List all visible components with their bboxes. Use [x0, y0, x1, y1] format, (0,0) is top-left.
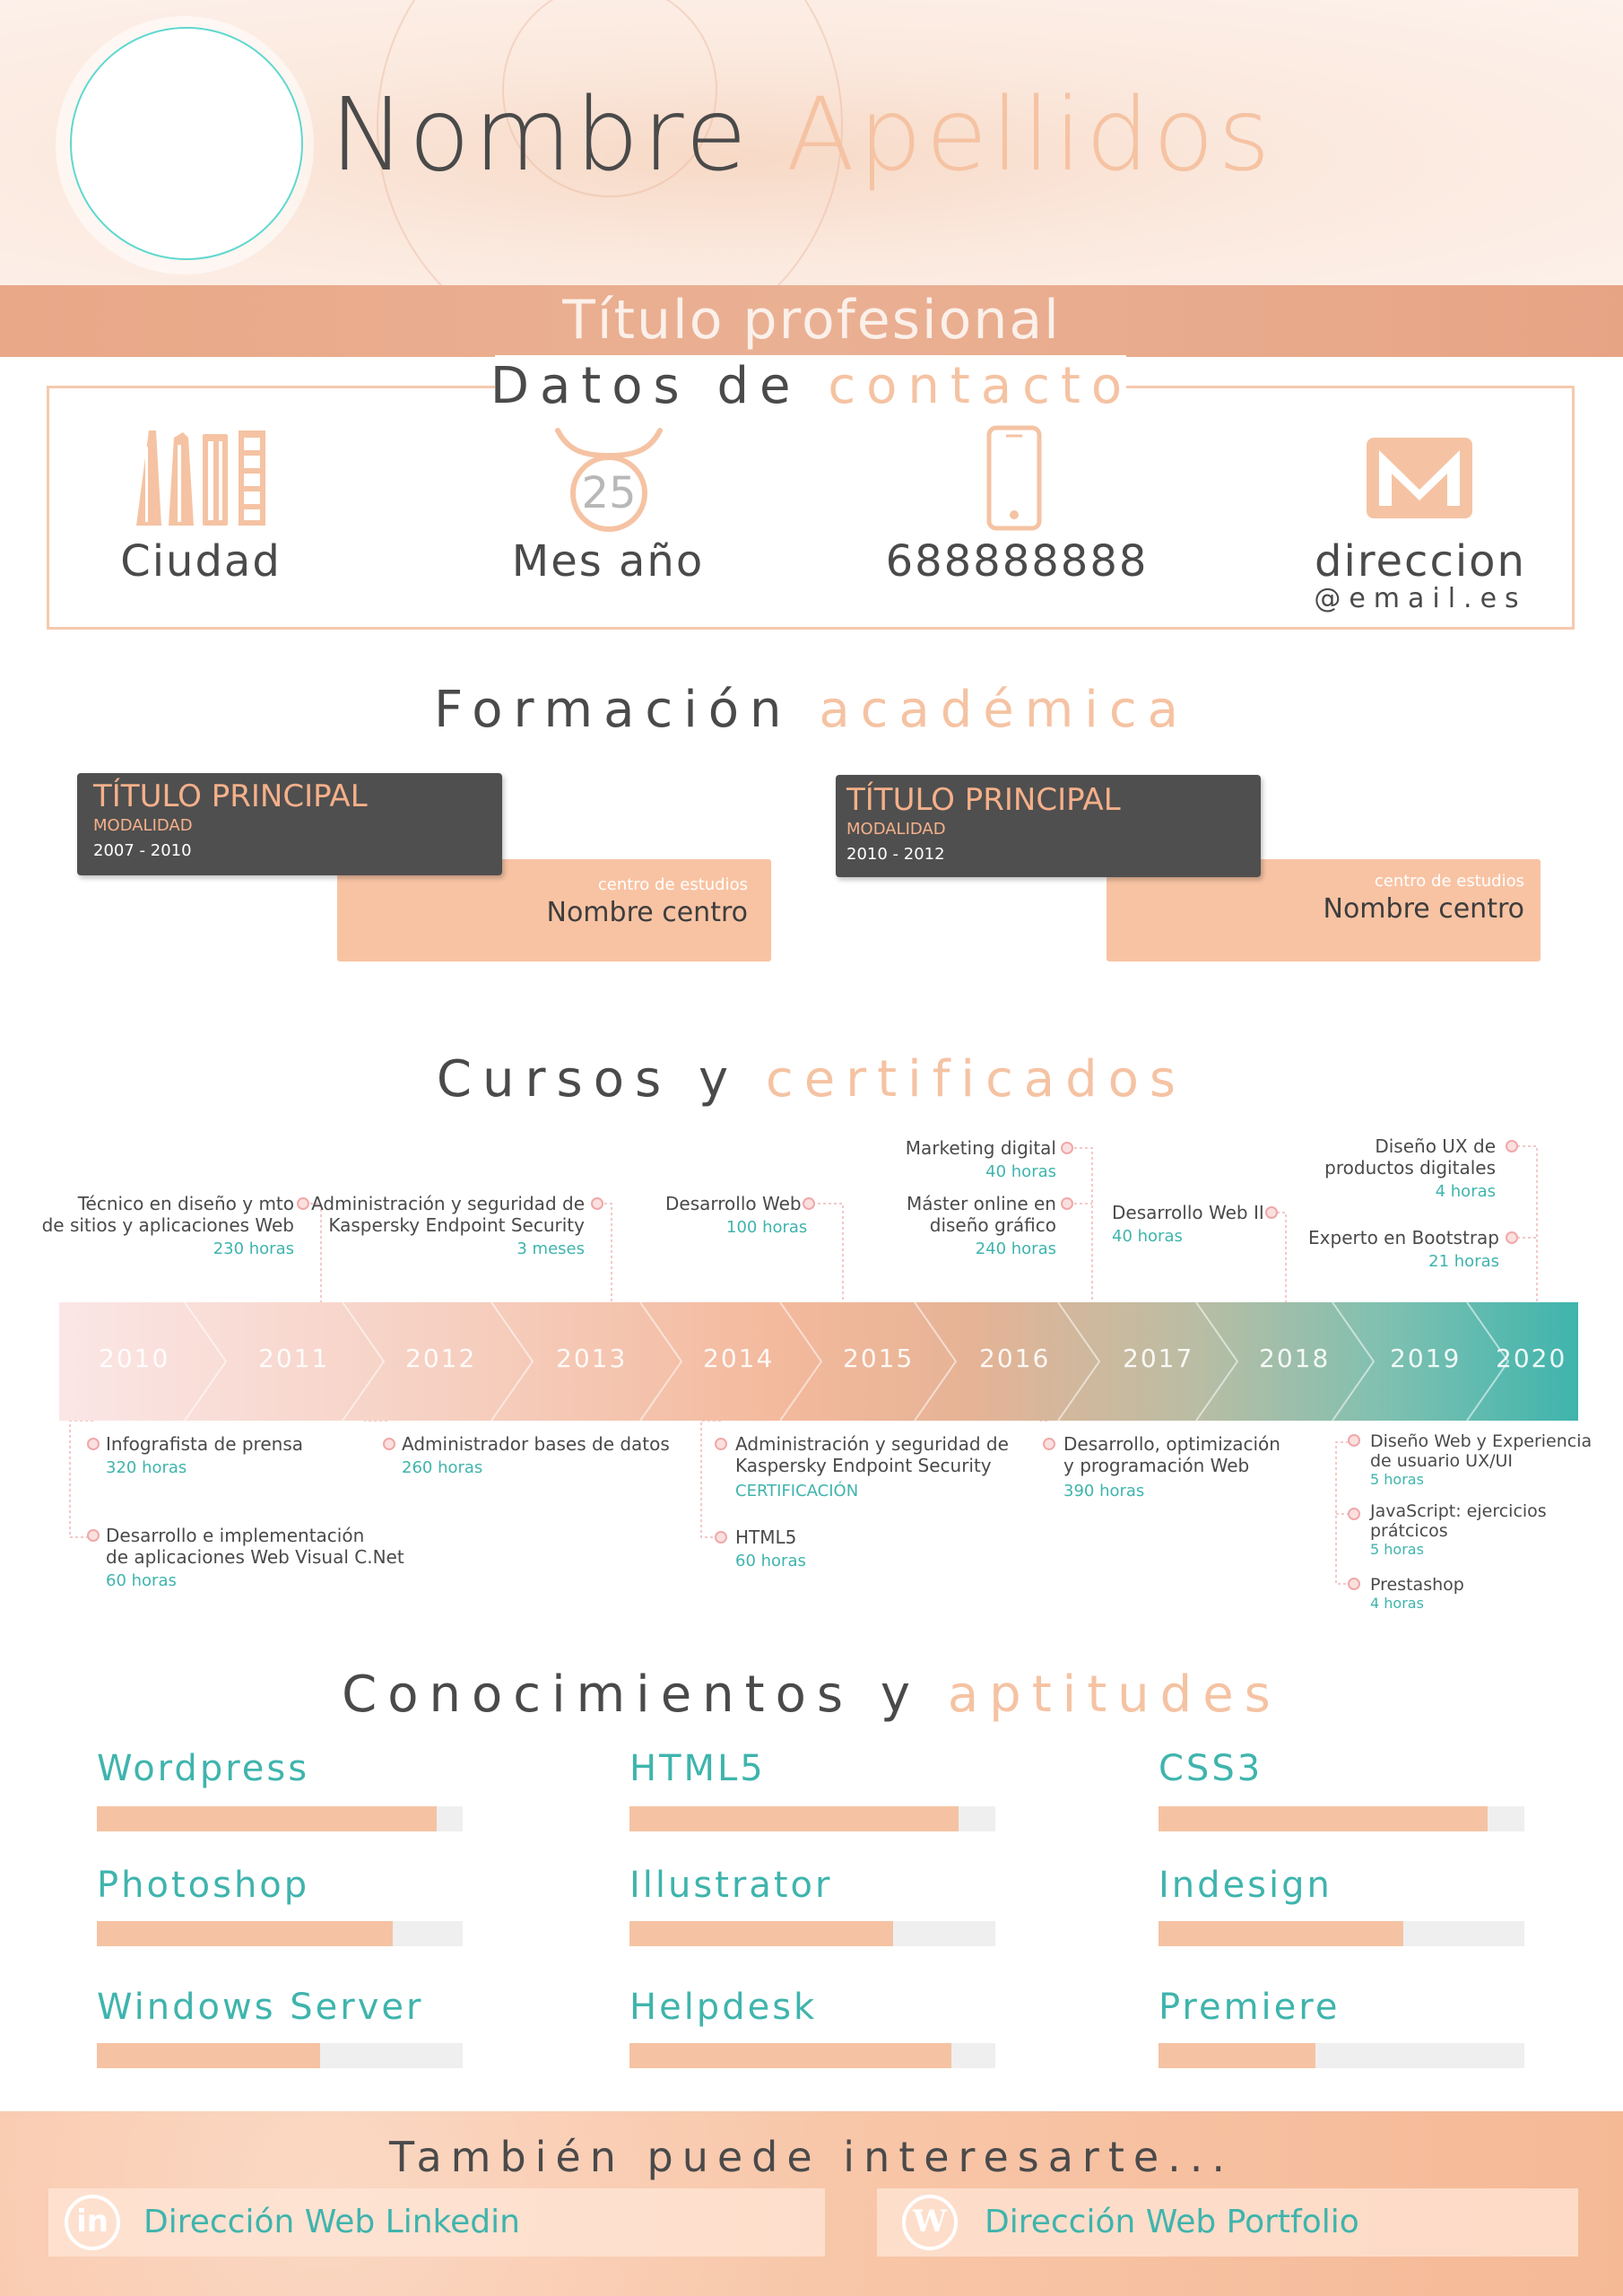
portfolio-link-text[interactable]: Dirección Web Portfolio	[985, 2204, 1359, 2240]
education-section-title	[0, 682, 1623, 739]
contact-birthday: Mes año	[511, 536, 705, 587]
course-below-1-hours: 320 horas	[106, 1458, 187, 1477]
skill-bar-track	[629, 1921, 995, 1946]
course-below-2	[106, 1525, 404, 1591]
skill-name: Indesign	[1159, 1865, 1332, 1906]
course-above-5-line1: Máster online en	[906, 1193, 1056, 1214]
course-below-5-hours: 60 horas	[735, 1552, 806, 1570]
education-1-years: 2007 - 2010	[93, 841, 192, 860]
year-2019: 2019	[1390, 1344, 1462, 1373]
contact-title-b: contacto	[828, 357, 1133, 415]
course-below-7-hours: 5 horas	[1370, 1471, 1424, 1488]
linkedin-link[interactable]	[48, 2188, 825, 2257]
year-2016: 2016	[979, 1344, 1051, 1373]
course-above-3-hours: 100 horas	[726, 1218, 808, 1237]
course-below-4-certification: CERTIFICACIÓN	[735, 1482, 859, 1500]
year-2017: 2017	[1123, 1344, 1194, 1373]
skills-section-title	[0, 1666, 1623, 1724]
contact-phone: 688888888	[885, 536, 1149, 587]
course-above-7-line1: Diseño UX de	[1375, 1135, 1496, 1157]
contact-email-domain: @email.es	[1314, 583, 1527, 614]
skill-bar-track	[1159, 2043, 1524, 2068]
course-above-7-line2: productos digitales	[1324, 1157, 1496, 1178]
course-below-5-line1: HTML5	[735, 1526, 797, 1548]
education-2-modality: MODALIDAD	[846, 820, 946, 839]
education-1-center-label: centro de estudios	[597, 875, 748, 894]
first-name: Nombre	[330, 77, 751, 194]
course-above-8-line1: Experto en Bootstrap	[1308, 1227, 1499, 1248]
course-below-4-line2: Kaspersky Endpoint Security	[735, 1455, 992, 1476]
skill-bar-fill	[97, 2043, 320, 2068]
course-above-8	[1291, 1227, 1499, 1272]
footer-title: También puede interesarte...	[388, 2133, 1235, 2181]
course-below-8	[1370, 1501, 1547, 1559]
courses-title-a: Cursos y	[436, 1050, 740, 1109]
smartphone-icon	[986, 425, 1042, 531]
skill-name: Wordpress	[97, 1748, 310, 1789]
course-above-7	[1291, 1135, 1496, 1202]
skill-name: Illustrator	[629, 1865, 833, 1906]
education-2-center-label: centro de estudios	[1374, 872, 1524, 891]
birthday-day: 25	[581, 468, 637, 518]
skill-bar-track	[97, 1921, 463, 1946]
year-2010: 2010	[99, 1344, 170, 1373]
skill-bar-track	[1159, 1806, 1524, 1831]
linkedin-icon-glyph: in	[76, 2204, 108, 2239]
course-below-6-hours: 390 horas	[1063, 1482, 1145, 1500]
course-below-2-line1: Desarrollo e implementación	[106, 1525, 365, 1546]
skill-bar-fill	[1159, 1806, 1488, 1831]
year-2013: 2013	[556, 1344, 628, 1373]
skill-bar-fill	[629, 1921, 893, 1946]
skill-bar-track	[1159, 1921, 1524, 1946]
skill-name: Premiere	[1159, 1987, 1341, 2028]
course-above-6	[1112, 1202, 1264, 1247]
skill-name: CSS3	[1159, 1748, 1263, 1789]
education-2-center: Nombre centro	[1323, 893, 1524, 925]
course-above-5-hours: 240 horas	[975, 1239, 1056, 1258]
course-above-6-hours: 40 horas	[1112, 1227, 1183, 1246]
course-below-3-line1: Administrador bases de datos	[402, 1433, 670, 1455]
year-2018: 2018	[1259, 1344, 1331, 1373]
course-below-8-line2: prátcicos	[1370, 1521, 1448, 1541]
linkedin-icon	[65, 2195, 120, 2250]
education-title-a: Formación	[434, 681, 793, 739]
skill-bar-fill	[1159, 2043, 1315, 2068]
contact-section-title	[0, 359, 1623, 414]
year-2020: 2020	[1496, 1344, 1567, 1373]
skill-bar-track	[97, 2043, 463, 2068]
course-above-6-line1: Desarrollo Web II	[1112, 1202, 1264, 1223]
year-2012: 2012	[405, 1344, 477, 1373]
course-below-4-line1: Administración y seguridad de	[735, 1433, 1009, 1455]
course-below-6	[1063, 1433, 1280, 1501]
course-above-2-line1: Administración y seguridad de	[311, 1193, 585, 1214]
course-below-2-line2: de aplicaciones Web Visual C.Net	[106, 1546, 404, 1568]
education-1-modality: MODALIDAD	[93, 816, 193, 835]
course-below-7-line1: Diseño Web y Experiencia	[1370, 1431, 1593, 1451]
full-name	[330, 77, 1274, 194]
wordpress-icon-glyph: W	[912, 2204, 948, 2239]
education-2-title: TÍTULO PRINCIPAL	[846, 782, 1121, 818]
education-2-years: 2010 - 2012	[846, 845, 945, 864]
contact-email-user: direccion	[1315, 536, 1526, 587]
course-above-2	[305, 1193, 585, 1259]
skills-title-a: Conocimientos y	[342, 1665, 922, 1724]
linkedin-link-text[interactable]: Dirección Web Linkedin	[143, 2204, 520, 2240]
course-below-9-line1: Prestashop	[1370, 1575, 1464, 1595]
skill-bar-track	[629, 1806, 995, 1831]
skill-bar-fill	[629, 1806, 959, 1831]
course-above-4-hours: 40 horas	[985, 1162, 1056, 1181]
course-below-1	[106, 1433, 303, 1478]
contact-title-a: Datos de	[490, 357, 802, 415]
course-above-1-hours: 230 horas	[213, 1239, 294, 1258]
skill-bar-fill	[629, 2043, 951, 2068]
skill-bar-fill	[97, 1921, 393, 1946]
wordpress-icon	[902, 2195, 958, 2250]
course-below-9-hours: 4 horas	[1370, 1595, 1424, 1612]
course-above-1	[27, 1193, 294, 1259]
course-above-3	[665, 1193, 808, 1238]
course-below-3-hours: 260 horas	[402, 1458, 483, 1477]
course-below-8-hours: 5 horas	[1370, 1541, 1424, 1558]
education-title-b: académica	[819, 681, 1189, 739]
education-1-title: TÍTULO PRINCIPAL	[93, 778, 368, 814]
skill-bar-fill	[1159, 1921, 1403, 1946]
course-above-3-line1: Desarrollo Web	[665, 1193, 802, 1214]
skill-bar-track	[629, 2043, 995, 2068]
profile-photo	[70, 27, 303, 260]
course-below-8-line1: JavaScript: ejercicios	[1370, 1501, 1547, 1521]
skill-name: Photoshop	[97, 1865, 310, 1906]
year-2011: 2011	[258, 1344, 330, 1373]
course-below-2-hours: 60 horas	[106, 1571, 177, 1590]
course-above-1-line2: de sitios y aplicaciones Web	[41, 1214, 294, 1236]
course-above-4	[861, 1137, 1056, 1182]
year-2014: 2014	[703, 1344, 775, 1373]
course-above-5-line2: diseño gráfico	[929, 1214, 1056, 1236]
course-below-7-line2: de usuario UX/UI	[1370, 1451, 1514, 1471]
skill-name: HTML5	[629, 1748, 766, 1789]
professional-title: Título profesional	[562, 289, 1061, 352]
skills-title-b: aptitudes	[947, 1665, 1281, 1724]
envelope-icon	[1367, 438, 1472, 518]
skill-bar-fill	[97, 1806, 437, 1831]
course-above-1-line1: Técnico en diseño y mto	[77, 1193, 294, 1214]
course-above-2-line2: Kaspersky Endpoint Security	[328, 1214, 585, 1236]
course-below-6-line1: Desarrollo, optimización	[1063, 1433, 1280, 1455]
year-2015: 2015	[843, 1344, 915, 1373]
course-below-1-line1: Infografista de prensa	[106, 1433, 303, 1455]
skill-name: Windows Server	[97, 1987, 424, 2028]
course-below-3	[402, 1433, 670, 1478]
course-above-7-hours: 4 horas	[1435, 1182, 1496, 1201]
last-name: Apellidos	[785, 77, 1274, 194]
contact-city: Ciudad	[120, 536, 282, 587]
course-below-7	[1370, 1431, 1592, 1489]
course-above-8-hours: 21 horas	[1428, 1252, 1499, 1271]
courses-section-title	[0, 1051, 1623, 1109]
course-below-9	[1370, 1575, 1464, 1613]
course-above-2-hours: 3 meses	[516, 1239, 585, 1258]
education-1-center: Nombre centro	[546, 897, 748, 928]
skill-name: Helpdesk	[629, 1987, 818, 2028]
portfolio-link[interactable]	[877, 2188, 1578, 2257]
course-below-5	[735, 1526, 806, 1571]
course-above-5	[861, 1193, 1056, 1259]
courses-title-b: certificados	[765, 1050, 1187, 1109]
buildings-icon	[133, 429, 269, 527]
skill-bar-track	[97, 1806, 463, 1831]
course-above-4-line1: Marketing digital	[905, 1137, 1056, 1159]
course-below-4	[735, 1433, 1009, 1501]
course-below-6-line2: y programación Web	[1063, 1455, 1250, 1476]
